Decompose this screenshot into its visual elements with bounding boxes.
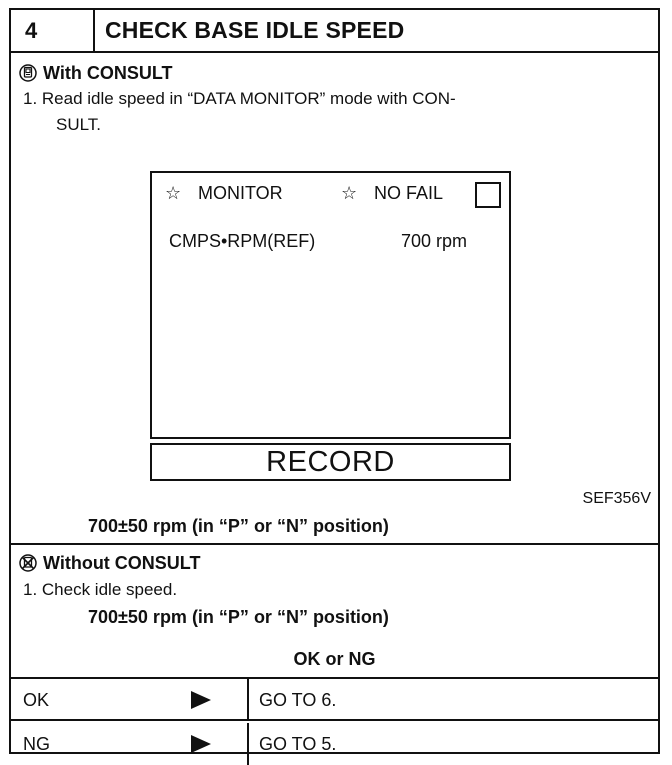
result-row-ok — [11, 679, 658, 721]
arrow-right-icon — [191, 691, 211, 709]
figure-id: SEF356V — [582, 490, 651, 507]
step-title: CHECK BASE IDLE SPEED — [105, 17, 405, 43]
result-row-ng — [11, 723, 658, 765]
without-consult-section — [11, 545, 658, 679]
consult-icon — [19, 64, 37, 82]
without-consult-label: Without CONSULT — [43, 553, 201, 573]
consult-instruction-line2: SULT. — [56, 115, 102, 134]
result-ok-label: OK — [23, 690, 50, 710]
with-consult-section — [11, 53, 658, 545]
result-ng-action: GO TO 5. — [259, 734, 337, 754]
result-ng-label: NG — [23, 734, 50, 754]
monitor-label: MONITOR — [198, 183, 283, 203]
with-consult-label: With CONSULT — [43, 63, 173, 83]
star-icon: ☆ — [165, 183, 182, 203]
no-consult-instruction: 1. Check idle speed. — [23, 580, 178, 599]
ok-or-ng-label: OK or NG — [293, 649, 376, 669]
no-consult-spec: 700±50 rpm (in “P” or “N” position) — [88, 607, 389, 627]
status-box — [475, 182, 501, 208]
consult-monitor-screen — [150, 171, 511, 439]
star-icon: ☆ — [341, 183, 358, 203]
with-consult-heading — [19, 63, 172, 84]
no-fail-label: NO FAIL — [374, 183, 444, 203]
record-button[interactable]: RECORD — [150, 443, 511, 481]
procedure-table — [9, 8, 660, 754]
consult-instruction-line1: 1. Read idle speed in “DATA MONITOR” mode with CON- — [23, 89, 456, 108]
no-consult-icon — [19, 554, 37, 572]
monitor-item-name: CMPS•RPM(REF) — [169, 231, 316, 251]
consult-spec: 700±50 rpm (in “P” or “N” position) — [88, 516, 389, 536]
without-consult-heading — [19, 553, 200, 574]
arrow-right-icon — [191, 735, 211, 753]
monitor-item-value: 700 rpm — [401, 231, 468, 251]
step-number: 4 — [11, 10, 95, 51]
step-header — [11, 10, 658, 53]
result-ok-action: GO TO 6. — [259, 690, 337, 710]
